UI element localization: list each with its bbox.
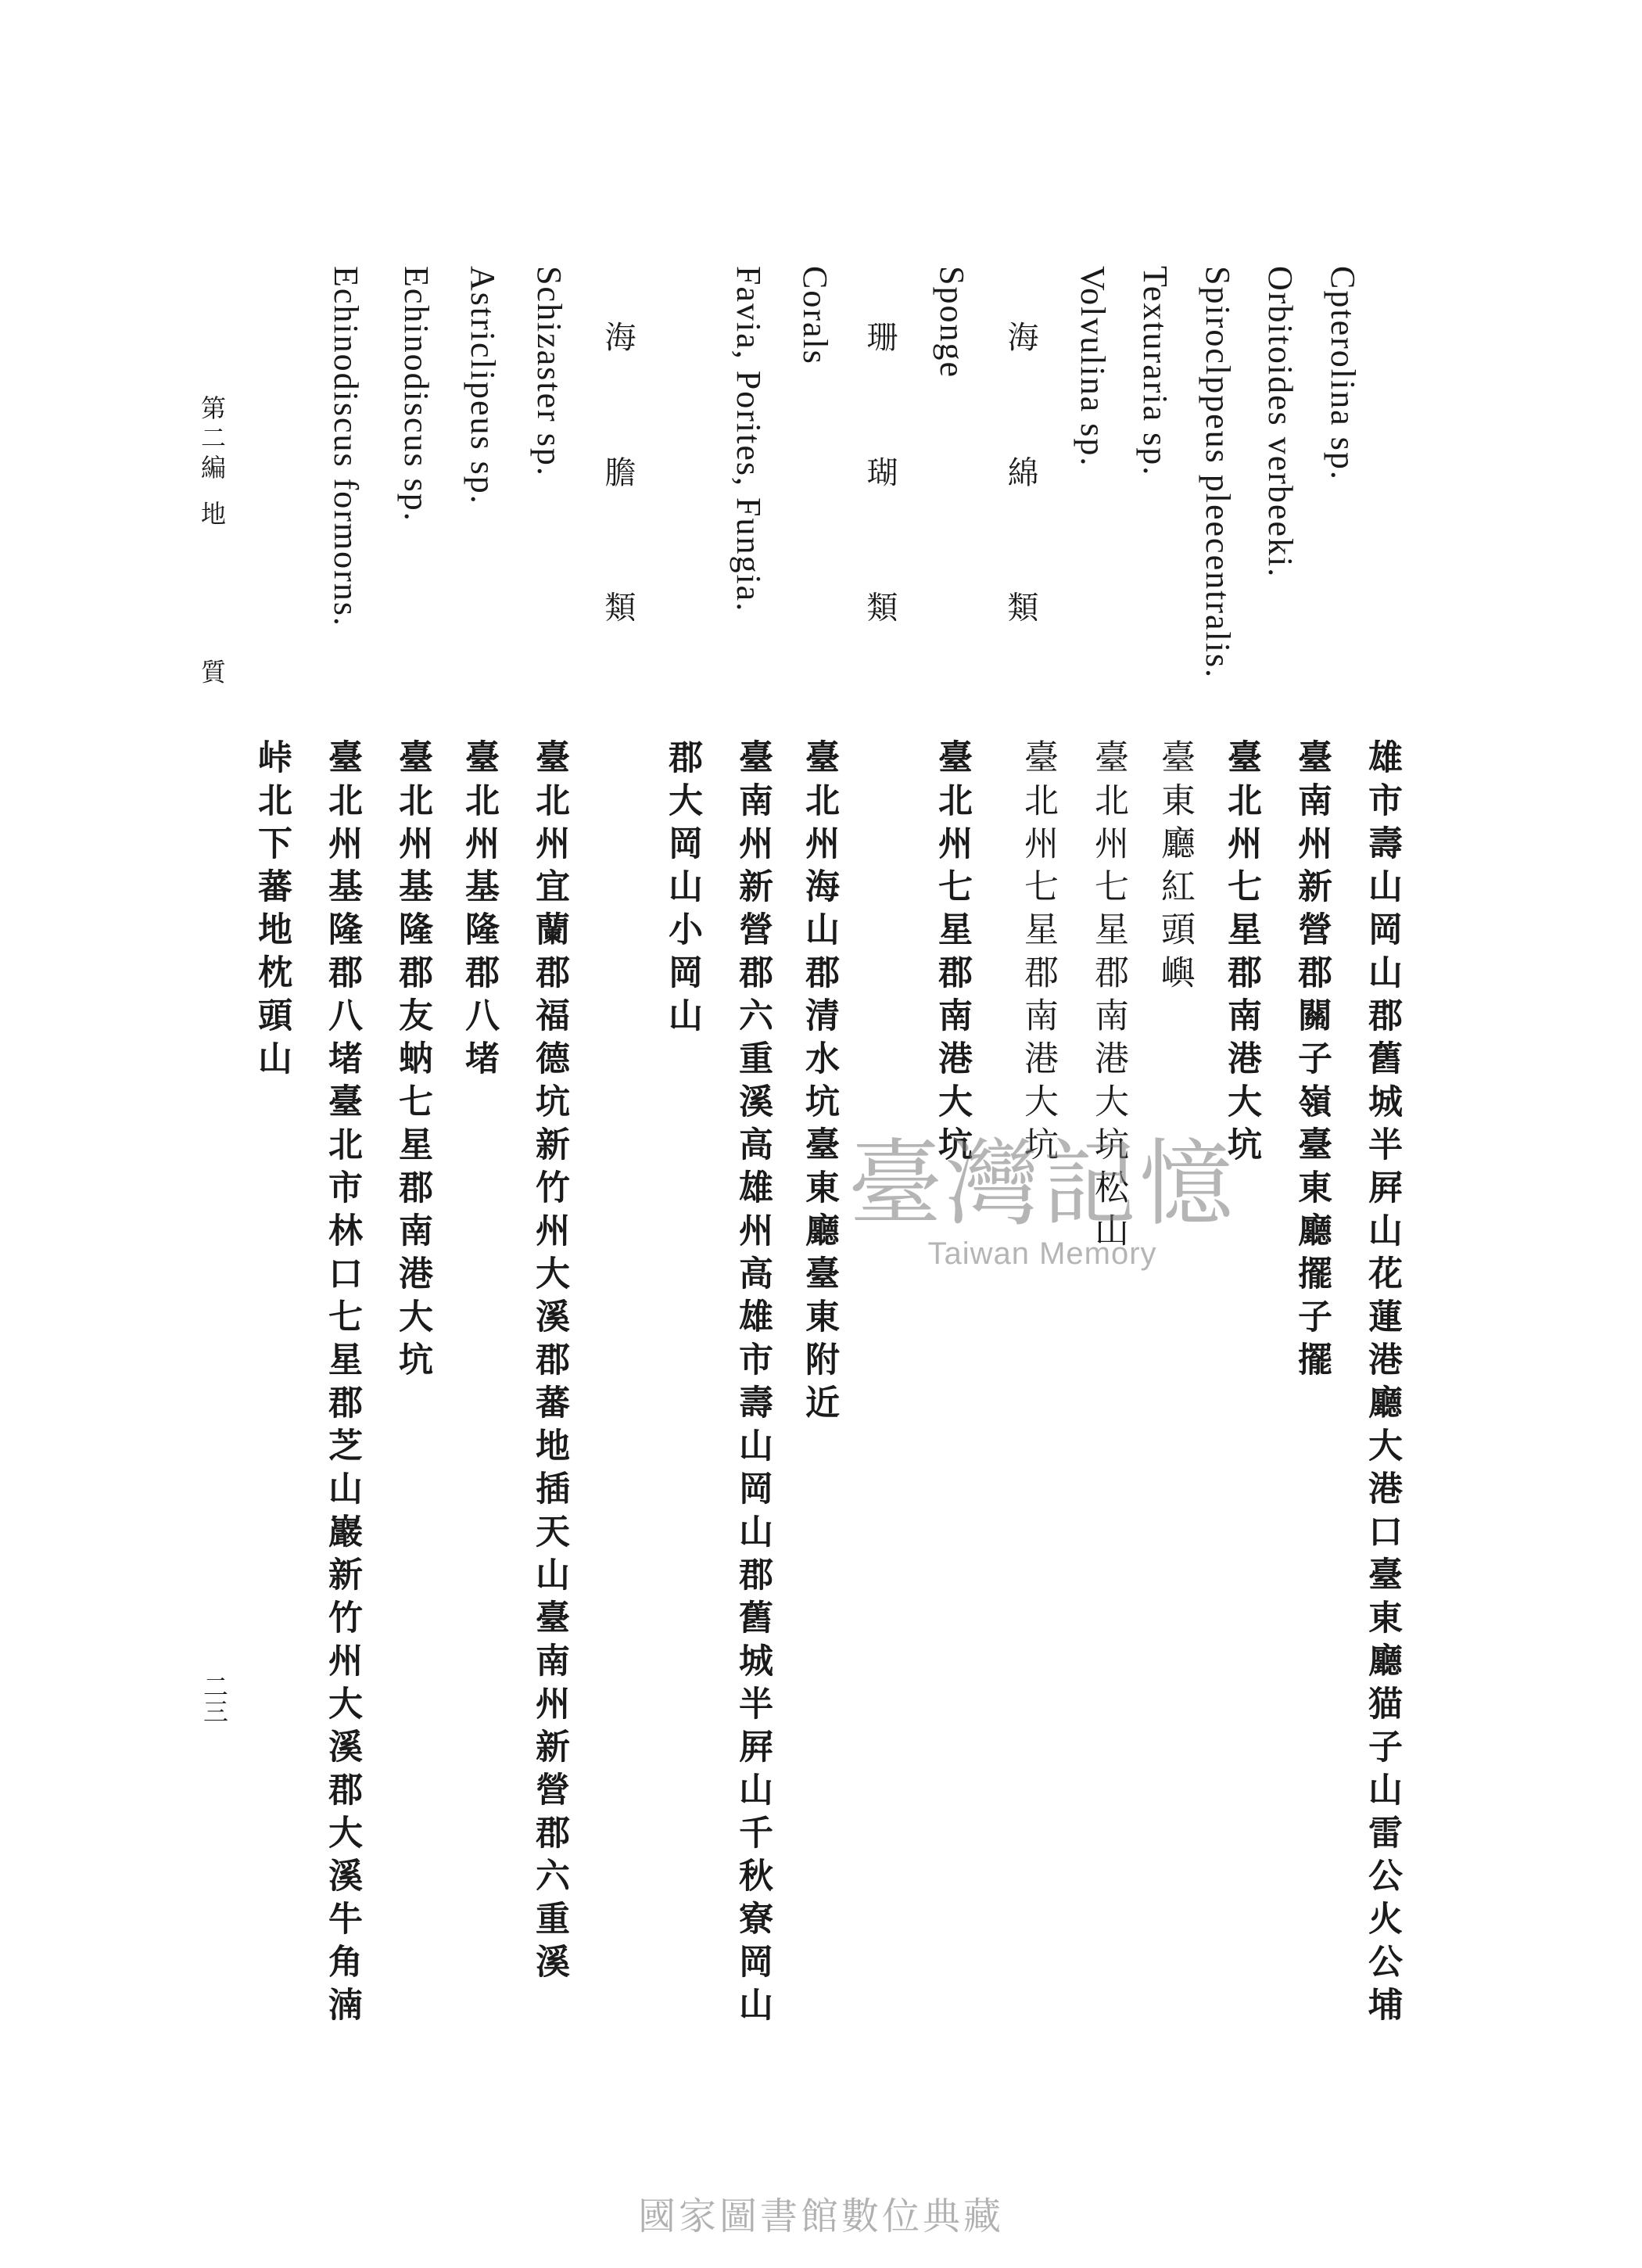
taxon-texturaria: Texturaria sp. xyxy=(1136,266,1174,477)
heading-sponge: 海 綿 類 xyxy=(1002,321,1038,669)
taxon-echinodiscus: Echinodiscus sp. xyxy=(397,266,436,522)
locality-col-12: 臺北州基隆郡八堵 xyxy=(459,739,499,1083)
watermark-logo xyxy=(848,1130,1236,1272)
taxon-echinodiscus-formorns: Echinodiscus formorns. xyxy=(327,266,365,627)
locality-col-3: 臺北州七星郡南港大坑 xyxy=(1221,739,1261,1169)
locality-col-6: 臺北州七星郡南港大坑 xyxy=(1018,739,1058,1169)
heading-sponge-en: Sponge xyxy=(933,266,971,379)
locality-col-5: 臺北州七星郡南港大坑松山 xyxy=(1088,739,1128,1255)
heading-coral: 珊 瑚 類 xyxy=(862,321,898,669)
locality-col-4: 臺東廳紅頭嶼 xyxy=(1155,739,1195,997)
watermark-en: Taiwan Memory xyxy=(927,1236,1157,1271)
locality-col-11: 臺北州宜蘭郡福德坑新竹州大溪郡蕃地插天山臺南州新營郡六重溪 xyxy=(529,739,569,1986)
locality-col-7: 臺北州七星郡南港大坑 xyxy=(932,739,972,1169)
locality-col-8: 臺北州海山郡清水坑臺東廳臺東附近 xyxy=(799,739,839,1427)
locality-col-14: 臺北州基隆郡八堵臺北市林口七星郡芝山巖新竹州大溪郡大溪牛角湳 xyxy=(322,739,362,2029)
locality-col-13: 臺北州基隆郡友蚋七星郡南港大坑 xyxy=(393,739,432,1384)
taxon-orbitoides: Orbitoides verbeeki. xyxy=(1261,266,1300,579)
taxon-astriclipeus: Astriclipeus sp. xyxy=(464,266,502,505)
source-line: 國家圖書館數位典藏 xyxy=(637,2194,1004,2238)
page-number: 二三 xyxy=(199,1674,229,1724)
taxon-coral-genera: Favia, Porites, Fungia. xyxy=(730,266,768,613)
taxon-volvulina: Volvulina sp. xyxy=(1074,266,1112,468)
watermark-cn: 臺灣記憶 xyxy=(848,1130,1236,1239)
locality-col-15: 峠北下蕃地枕頭山 xyxy=(252,739,292,1083)
locality-col-10: 郡大岡山小岡山 xyxy=(662,739,702,1040)
taxon-schizaster: Schizaster sp. xyxy=(530,266,568,477)
locality-col-9: 臺南州新營郡六重溪高雄州高雄市壽山岡山郡舊城半屛山千秋寮岡山 xyxy=(733,739,773,2029)
taxon-cpterolina: Cpterolina sp. xyxy=(1324,266,1362,481)
heading-coral-en: Corals xyxy=(796,266,834,365)
locality-col-1: 雄市壽山岡山郡舊城半屛山花蓮港廳大港口臺東廳猫子山雷公火公埔 xyxy=(1362,739,1402,2029)
heading-echinoid: 海 膽 類 xyxy=(600,321,636,669)
locality-col-2: 臺南州新營郡關子嶺臺東廳擺子擺 xyxy=(1292,739,1332,1384)
chapter-title: 地 質 xyxy=(197,501,227,747)
taxon-spiroclppeus: Spiroclppeus pleecentralis. xyxy=(1199,266,1237,680)
chapter-label: 第二編 xyxy=(197,395,227,484)
